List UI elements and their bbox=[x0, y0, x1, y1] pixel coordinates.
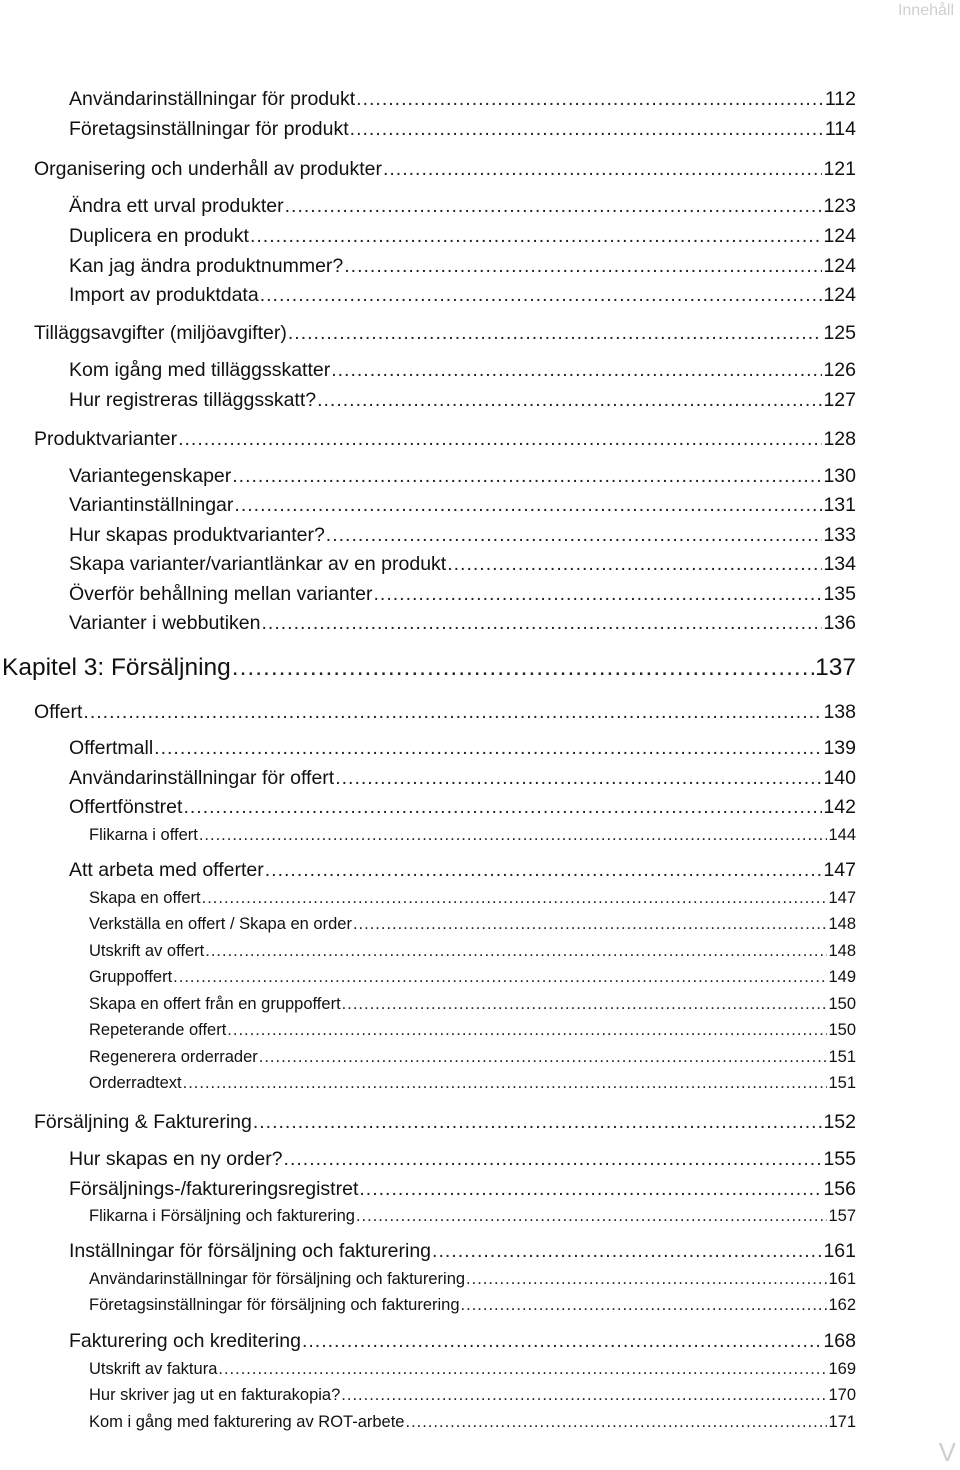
toc-entry[interactable] bbox=[89, 1413, 856, 1432]
toc-entry[interactable] bbox=[89, 1386, 856, 1405]
toc-entry-page: 114 bbox=[824, 118, 856, 140]
toc-entry[interactable] bbox=[89, 942, 856, 961]
dot-leader bbox=[202, 889, 828, 908]
dot-leader bbox=[83, 701, 822, 723]
toc-entry-title: Orderradtext bbox=[89, 1074, 182, 1092]
dot-leader bbox=[405, 1413, 827, 1432]
toc-entry[interactable] bbox=[69, 118, 856, 140]
toc-entry-title: Hur skriver jag ut en fakturakopia? bbox=[89, 1386, 341, 1404]
toc-entry[interactable] bbox=[69, 494, 856, 516]
toc-entry-title: Användarinställningar för offert bbox=[69, 767, 335, 789]
toc-entry-page: 112 bbox=[824, 88, 856, 110]
toc-entry-title: Kan jag ändra produktnummer? bbox=[69, 255, 344, 277]
toc-entry-title: Variantinställningar bbox=[69, 494, 234, 516]
toc-entry-page: 144 bbox=[828, 826, 856, 844]
toc-entry-title: Kapitel 3: Försäljning bbox=[2, 654, 231, 681]
toc-entry-page: 171 bbox=[828, 1413, 856, 1431]
dot-leader bbox=[466, 1270, 827, 1289]
toc-entry-title: Duplicera en produkt bbox=[69, 225, 249, 247]
toc-entry-page: 138 bbox=[823, 701, 856, 723]
toc-entry[interactable] bbox=[69, 255, 856, 277]
toc-entry-page: 161 bbox=[828, 1270, 856, 1288]
toc-entry[interactable] bbox=[69, 737, 856, 759]
toc-entry[interactable] bbox=[69, 859, 856, 881]
toc-entry-title: Användarinställningar för produkt bbox=[69, 88, 356, 110]
toc-entry-title: Företagsinställningar för produkt bbox=[69, 118, 349, 140]
dot-leader bbox=[265, 859, 823, 881]
toc-entry-page: 126 bbox=[823, 359, 856, 381]
dot-leader bbox=[178, 428, 822, 450]
toc-entry[interactable] bbox=[69, 612, 856, 634]
dot-leader bbox=[342, 995, 828, 1014]
dot-leader bbox=[183, 1074, 828, 1093]
toc-entry[interactable] bbox=[69, 1240, 856, 1262]
toc-entry-title: Skapa en offert bbox=[89, 889, 201, 907]
toc-entry-title: Tilläggsavgifter (miljöavgifter) bbox=[34, 322, 287, 344]
running-header: Innehåll bbox=[897, 2, 954, 19]
dot-leader bbox=[250, 225, 823, 247]
dot-leader bbox=[285, 195, 823, 217]
toc-entry-page: 130 bbox=[823, 465, 856, 487]
toc-entry-title: Produktvarianter bbox=[34, 428, 178, 450]
toc-entry[interactable] bbox=[69, 389, 856, 411]
dot-leader bbox=[356, 88, 824, 110]
toc-entry-title: Verkställa en offert / Skapa en order bbox=[89, 915, 352, 933]
toc-entry-title: Överför behållning mellan varianter bbox=[69, 583, 373, 605]
toc-entry-page: 147 bbox=[823, 859, 856, 881]
toc-entry-title: Hur skapas en ny order? bbox=[69, 1148, 283, 1170]
toc-entry-page: 151 bbox=[828, 1048, 856, 1066]
toc-entry-title: Kom igång med tilläggsskatter bbox=[69, 359, 331, 381]
dot-leader bbox=[447, 553, 822, 575]
toc-entry-page: 135 bbox=[823, 583, 856, 605]
toc-entry-page: 155 bbox=[823, 1148, 856, 1170]
toc-entry-page: 149 bbox=[828, 968, 856, 986]
toc-entry-title: Offert bbox=[34, 701, 83, 723]
toc-entry-page: 148 bbox=[828, 942, 856, 960]
toc-entry[interactable] bbox=[89, 915, 856, 934]
toc-entry[interactable] bbox=[89, 995, 856, 1014]
toc-entry[interactable] bbox=[69, 225, 856, 247]
toc-entry-page: 162 bbox=[828, 1296, 856, 1314]
dot-leader bbox=[260, 284, 823, 306]
toc-entry-title: Flikarna i offert bbox=[89, 826, 198, 844]
dot-leader bbox=[326, 524, 823, 546]
toc-entry[interactable] bbox=[89, 889, 856, 908]
toc-entry-page: 168 bbox=[823, 1330, 856, 1352]
toc-entry-title: Ändra ett urval produkter bbox=[69, 195, 284, 217]
toc-entry-title: Inställningar för försäljning och fakturering bbox=[69, 1240, 432, 1262]
toc-entry-page: 156 bbox=[823, 1178, 856, 1200]
dot-leader bbox=[154, 737, 822, 759]
toc-entry[interactable] bbox=[89, 1074, 856, 1093]
toc-entry-title: Gruppoffert bbox=[89, 968, 173, 986]
toc-entry-page: 128 bbox=[823, 428, 856, 450]
toc-entry-title: Varianter i webbutiken bbox=[69, 612, 261, 634]
toc-entry-title: Import av produktdata bbox=[69, 284, 259, 306]
dot-leader bbox=[232, 465, 822, 487]
toc-entry[interactable] bbox=[69, 359, 856, 381]
toc-entry[interactable] bbox=[89, 1270, 856, 1289]
toc-entry[interactable] bbox=[69, 1148, 856, 1170]
toc-entry-page: 124 bbox=[823, 225, 856, 247]
toc-entry-page: 133 bbox=[823, 524, 856, 546]
toc-entry-page: 161 bbox=[823, 1240, 856, 1262]
dot-leader bbox=[353, 915, 828, 934]
toc-entry[interactable] bbox=[89, 1296, 856, 1315]
toc-entry[interactable] bbox=[34, 428, 856, 450]
dot-leader bbox=[232, 654, 814, 682]
toc-entry-title: Offertmall bbox=[69, 737, 154, 759]
toc-entry-page: 124 bbox=[823, 284, 856, 306]
dot-leader bbox=[259, 1048, 828, 1067]
dot-leader bbox=[183, 796, 822, 818]
dot-leader bbox=[253, 1111, 823, 1133]
dot-leader bbox=[356, 1207, 828, 1226]
toc-entry[interactable] bbox=[69, 767, 856, 789]
toc-entry[interactable] bbox=[34, 701, 856, 723]
dot-leader bbox=[262, 612, 823, 634]
toc-entry[interactable] bbox=[34, 322, 856, 344]
toc-entry-title: Skapa varianter/variantlänkar av en produkt bbox=[69, 553, 447, 575]
toc-entry-page: 148 bbox=[828, 915, 856, 933]
toc-entry-title: Fakturering och kreditering bbox=[69, 1330, 301, 1352]
toc-entry[interactable] bbox=[69, 195, 856, 217]
dot-leader bbox=[359, 1178, 822, 1200]
page-number: V bbox=[938, 1437, 956, 1467]
toc-entry-title: Kom i gång med fakturering av ROT-arbete bbox=[89, 1413, 405, 1431]
toc-entry-page: 125 bbox=[823, 322, 856, 344]
toc-entry-page: 131 bbox=[823, 494, 856, 516]
dot-leader bbox=[331, 359, 822, 381]
toc-entry-page: 157 bbox=[828, 1207, 856, 1225]
toc-entry-title: Skapa en offert från en gruppoffert bbox=[89, 995, 341, 1013]
dot-leader bbox=[335, 767, 822, 789]
toc-entry[interactable] bbox=[89, 1360, 856, 1379]
dot-leader bbox=[350, 118, 824, 140]
toc-entry[interactable] bbox=[69, 284, 856, 306]
dot-leader bbox=[302, 1330, 823, 1352]
toc-entry[interactable] bbox=[34, 1111, 856, 1133]
toc-entry-page: 170 bbox=[828, 1386, 856, 1404]
toc-entry[interactable] bbox=[34, 158, 856, 180]
toc-entry[interactable] bbox=[69, 796, 856, 818]
dot-leader bbox=[218, 1360, 827, 1379]
dot-leader bbox=[234, 494, 822, 516]
toc-entry[interactable] bbox=[69, 1178, 856, 1200]
dot-leader bbox=[341, 1386, 827, 1405]
dot-leader bbox=[199, 826, 828, 845]
toc-entry[interactable] bbox=[69, 1330, 856, 1352]
dot-leader bbox=[374, 583, 823, 605]
toc-entry[interactable] bbox=[89, 1021, 856, 1040]
toc-entry[interactable] bbox=[69, 583, 856, 605]
toc-entry-page: 137 bbox=[815, 654, 856, 681]
dot-leader bbox=[173, 968, 827, 987]
toc-entry-page: 147 bbox=[828, 889, 856, 907]
toc-entry-page: 152 bbox=[823, 1111, 856, 1133]
toc-entry-title: Hur registreras tilläggsskatt? bbox=[69, 389, 317, 411]
toc-entry-title: Utskrift av faktura bbox=[89, 1360, 218, 1378]
dot-leader bbox=[288, 322, 823, 344]
toc-entry[interactable] bbox=[69, 465, 856, 487]
toc-entry-title: Offertfönstret bbox=[69, 796, 183, 818]
toc-entry-page: 151 bbox=[828, 1074, 856, 1092]
toc-entry-page: 150 bbox=[828, 995, 856, 1013]
toc-entry[interactable] bbox=[89, 826, 856, 845]
toc-entry-title: Organisering och underhåll av produkter bbox=[34, 158, 382, 180]
toc-entry-title: Försäljnings-/faktureringsregistret bbox=[69, 1178, 359, 1200]
dot-leader bbox=[284, 1148, 823, 1170]
toc-entry[interactable] bbox=[69, 88, 856, 110]
toc-entry-title: Variantegenskaper bbox=[69, 465, 232, 487]
toc-entry-page: 124 bbox=[823, 255, 856, 277]
toc-entry[interactable] bbox=[89, 968, 856, 987]
dot-leader bbox=[227, 1021, 827, 1040]
toc-entry-page: 134 bbox=[823, 553, 856, 575]
toc-entry-page: 139 bbox=[823, 737, 856, 759]
dot-leader bbox=[317, 389, 822, 411]
toc-entry-title: Regenerera orderrader bbox=[89, 1048, 258, 1066]
toc-chapter-entry[interactable] bbox=[2, 654, 856, 682]
dot-leader bbox=[432, 1240, 822, 1262]
toc-entry-title: Att arbeta med offerter bbox=[69, 859, 264, 881]
toc-entry-page: 121 bbox=[823, 158, 856, 180]
dot-leader bbox=[344, 255, 822, 277]
dot-leader bbox=[461, 1296, 828, 1315]
toc-entry-page: 140 bbox=[823, 767, 856, 789]
toc-entry[interactable] bbox=[69, 524, 856, 546]
toc-entry[interactable] bbox=[69, 553, 856, 575]
toc-entry-page: 127 bbox=[823, 389, 856, 411]
toc-entry-page: 123 bbox=[823, 195, 856, 217]
toc-entry[interactable] bbox=[89, 1207, 856, 1226]
toc-entry-title: Försäljning & Fakturering bbox=[34, 1111, 252, 1133]
toc-entry-page: 142 bbox=[823, 796, 856, 818]
toc-entry-title: Repeterande offert bbox=[89, 1021, 227, 1039]
toc-entry-title: Utskrift av offert bbox=[89, 942, 205, 960]
toc-entry-title: Flikarna i Försäljning och fakturering bbox=[89, 1207, 355, 1225]
toc-entry-title: Företagsinställningar för försäljning och fakturering bbox=[89, 1296, 460, 1314]
toc-entry-page: 136 bbox=[823, 612, 856, 634]
toc-entry-title: Användarinställningar för försäljning och fakturering bbox=[89, 1270, 466, 1288]
dot-leader bbox=[383, 158, 823, 180]
toc-entry-page: 150 bbox=[828, 1021, 856, 1039]
toc-entry-title: Hur skapas produktvarianter? bbox=[69, 524, 325, 546]
toc-entry[interactable] bbox=[89, 1048, 856, 1067]
dot-leader bbox=[205, 942, 827, 961]
toc-entry-page: 169 bbox=[828, 1360, 856, 1378]
